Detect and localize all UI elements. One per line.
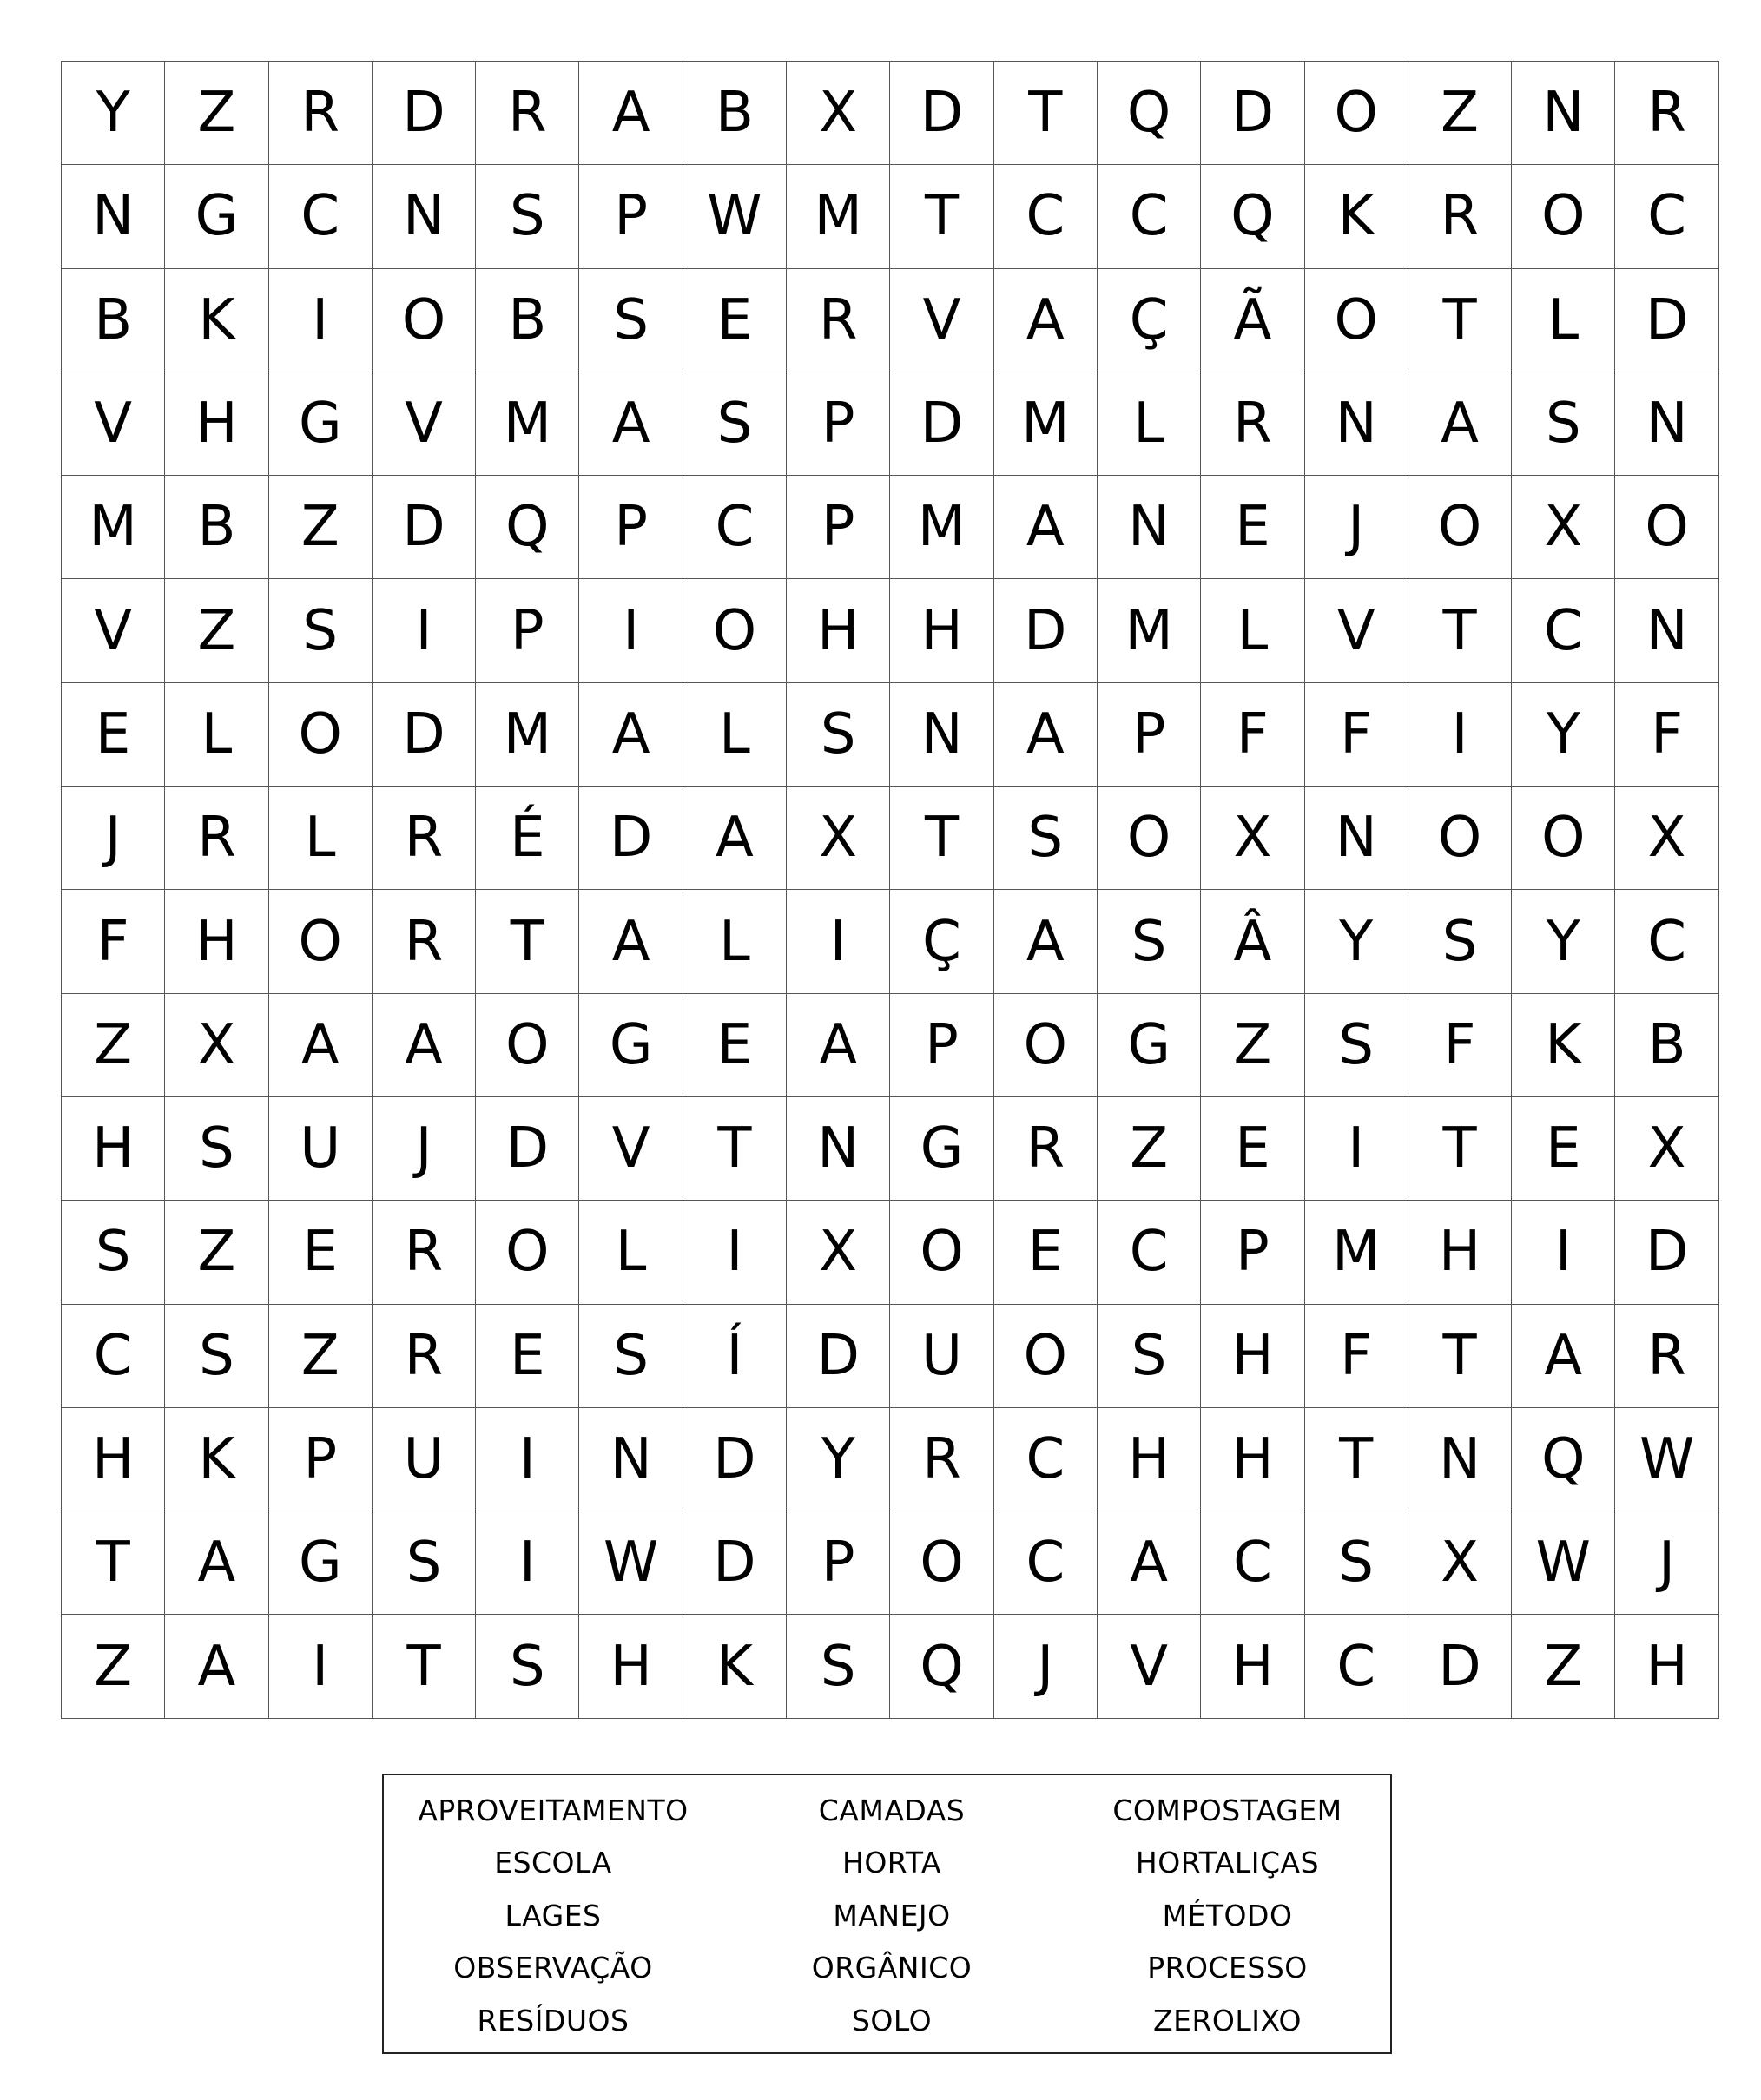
grid-cell[interactable]: D	[1201, 62, 1304, 165]
grid-cell[interactable]: R	[165, 787, 268, 890]
grid-cell[interactable]: P	[787, 1511, 890, 1615]
grid-cell[interactable]: S	[1305, 1511, 1408, 1615]
grid-cell[interactable]: A	[579, 372, 683, 476]
grid-cell[interactable]: R	[373, 787, 476, 890]
grid-cell[interactable]: X	[1615, 787, 1718, 890]
grid-cell[interactable]: W	[579, 1511, 683, 1615]
grid-cell[interactable]: O	[994, 1305, 1098, 1408]
grid-cell[interactable]: A	[165, 1511, 268, 1615]
grid-cell[interactable]: Y	[1305, 890, 1408, 993]
grid-cell[interactable]: T	[683, 1097, 787, 1201]
grid-cell[interactable]: D	[683, 1408, 787, 1511]
grid-cell[interactable]: J	[1615, 1511, 1718, 1615]
grid-cell[interactable]: X	[787, 1201, 890, 1304]
grid-cell[interactable]: D	[1615, 1201, 1718, 1304]
grid-cell[interactable]: V	[62, 579, 165, 682]
grid-cell[interactable]: S	[1512, 372, 1615, 476]
grid-cell[interactable]: C	[1098, 165, 1201, 268]
grid-cell[interactable]: E	[994, 1201, 1098, 1304]
grid-cell[interactable]: C	[1201, 1511, 1304, 1615]
grid-cell[interactable]: C	[1615, 165, 1718, 268]
grid-cell[interactable]: O	[890, 1201, 993, 1304]
grid-cell[interactable]: K	[1305, 165, 1408, 268]
grid-cell[interactable]: A	[994, 269, 1098, 372]
grid-cell[interactable]: T	[890, 165, 993, 268]
grid-cell[interactable]: V	[890, 269, 993, 372]
grid-cell[interactable]: O	[269, 683, 373, 787]
grid-cell[interactable]: Y	[787, 1408, 890, 1511]
grid-cell[interactable]: S	[1098, 890, 1201, 993]
grid-cell[interactable]: Z	[269, 1305, 373, 1408]
grid-cell[interactable]: T	[1408, 1305, 1512, 1408]
grid-cell[interactable]: V	[1305, 579, 1408, 682]
grid-cell[interactable]: Q	[1098, 62, 1201, 165]
grid-cell[interactable]: B	[62, 269, 165, 372]
word-list-item: APROVEITAMENTO	[418, 1793, 689, 1827]
word-list	[382, 1774, 1392, 2054]
grid-cell[interactable]: S	[165, 1305, 268, 1408]
grid-cell[interactable]: N	[373, 165, 476, 268]
grid-cell[interactable]: C	[1615, 890, 1718, 993]
grid-cell[interactable]: V	[373, 372, 476, 476]
grid-cell[interactable]: N	[1305, 787, 1408, 890]
grid-cell[interactable]: L	[1201, 579, 1304, 682]
grid-cell[interactable]: A	[683, 787, 787, 890]
grid-cell[interactable]: A	[373, 994, 476, 1097]
grid-cell[interactable]: G	[165, 165, 268, 268]
grid-cell[interactable]: Q	[1512, 1408, 1615, 1511]
grid-cell[interactable]: C	[269, 165, 373, 268]
grid-cell[interactable]: D	[683, 1511, 787, 1615]
grid-cell[interactable]: I	[683, 1201, 787, 1304]
grid-cell[interactable]: P	[269, 1408, 373, 1511]
grid-cell[interactable]: C	[1512, 579, 1615, 682]
grid-cell[interactable]: Â	[1201, 890, 1304, 993]
grid-cell[interactable]: A	[579, 890, 683, 993]
grid-cell[interactable]: X	[1201, 787, 1304, 890]
grid-cell[interactable]: M	[62, 476, 165, 579]
grid-cell[interactable]: Z	[165, 1201, 268, 1304]
grid-cell[interactable]: B	[1615, 994, 1718, 1097]
grid-cell[interactable]: S	[1408, 890, 1512, 993]
grid-cell[interactable]: E	[1201, 1097, 1304, 1201]
grid-cell[interactable]: D	[373, 62, 476, 165]
grid-cell[interactable]: Z	[1201, 994, 1304, 1097]
grid-cell[interactable]: H	[1615, 1615, 1718, 1718]
grid-cell[interactable]: M	[476, 372, 579, 476]
grid-cell[interactable]: I	[476, 1408, 579, 1511]
grid-cell[interactable]: D	[1408, 1615, 1512, 1718]
grid-cell[interactable]: D	[890, 62, 993, 165]
grid-cell[interactable]: Q	[476, 476, 579, 579]
grid-cell[interactable]: N	[1512, 62, 1615, 165]
grid-cell[interactable]: N	[1305, 372, 1408, 476]
grid-cell[interactable]: N	[62, 165, 165, 268]
grid-cell[interactable]: S	[994, 787, 1098, 890]
grid-cell[interactable]: F	[1305, 1305, 1408, 1408]
grid-cell[interactable]: E	[1512, 1097, 1615, 1201]
grid-cell[interactable]: P	[476, 579, 579, 682]
grid-cell[interactable]: J	[62, 787, 165, 890]
grid-cell[interactable]: B	[683, 62, 787, 165]
grid-cell[interactable]: T	[1408, 1097, 1512, 1201]
grid-cell[interactable]: H	[62, 1408, 165, 1511]
grid-cell[interactable]: R	[890, 1408, 993, 1511]
grid-cell[interactable]: J	[994, 1615, 1098, 1718]
grid-cell[interactable]: I	[1305, 1097, 1408, 1201]
word-list-item: OBSERVAÇÃO	[453, 1951, 653, 1985]
grid-cell[interactable]: Q	[890, 1615, 993, 1718]
grid-cell[interactable]: I	[1512, 1201, 1615, 1304]
grid-cell[interactable]: A	[787, 994, 890, 1097]
grid-cell[interactable]: O	[476, 1201, 579, 1304]
grid-cell[interactable]: E	[683, 269, 787, 372]
grid-cell[interactable]: O	[1512, 787, 1615, 890]
grid-cell[interactable]: R	[269, 62, 373, 165]
grid-cell[interactable]: S	[476, 1615, 579, 1718]
grid-cell[interactable]: Z	[269, 476, 373, 579]
grid-cell[interactable]: H	[62, 1097, 165, 1201]
grid-cell[interactable]: B	[165, 476, 268, 579]
grid-cell[interactable]: U	[373, 1408, 476, 1511]
grid-cell[interactable]: R	[1615, 1305, 1718, 1408]
grid-cell[interactable]: T	[62, 1511, 165, 1615]
grid-cell[interactable]: L	[683, 890, 787, 993]
grid-cell[interactable]: Z	[62, 1615, 165, 1718]
grid-cell[interactable]: I	[373, 579, 476, 682]
grid-cell[interactable]: Z	[1408, 62, 1512, 165]
grid-cell[interactable]: P	[579, 165, 683, 268]
grid-cell[interactable]: I	[269, 269, 373, 372]
grid-cell[interactable]: D	[994, 579, 1098, 682]
grid-cell[interactable]: J	[373, 1097, 476, 1201]
word-search-grid	[61, 61, 1719, 1719]
grid-cell[interactable]: S	[1305, 994, 1408, 1097]
grid-cell[interactable]: N	[787, 1097, 890, 1201]
word-list-item: PROCESSO	[1147, 1951, 1308, 1985]
grid-cell[interactable]: X	[1512, 476, 1615, 579]
grid-cell[interactable]: D	[890, 372, 993, 476]
grid-cell[interactable]: A	[1408, 372, 1512, 476]
word-list-item: HORTA	[842, 1846, 941, 1880]
grid-cell[interactable]: I	[579, 579, 683, 682]
grid-cell[interactable]: R	[1408, 165, 1512, 268]
grid-cell[interactable]: H	[1201, 1305, 1304, 1408]
grid-cell[interactable]: E	[269, 1201, 373, 1304]
grid-cell[interactable]: A	[994, 683, 1098, 787]
grid-cell[interactable]: I	[1408, 683, 1512, 787]
grid-cell[interactable]: T	[373, 1615, 476, 1718]
grid-cell[interactable]: T	[1408, 579, 1512, 682]
grid-cell[interactable]: O	[1305, 62, 1408, 165]
grid-cell[interactable]: H	[1408, 1201, 1512, 1304]
grid-cell[interactable]: L	[269, 787, 373, 890]
grid-cell[interactable]: K	[1512, 994, 1615, 1097]
grid-cell[interactable]: O	[1408, 476, 1512, 579]
word-list-item: LAGES	[505, 1898, 602, 1932]
grid-cell[interactable]: P	[787, 476, 890, 579]
grid-cell[interactable]: I	[476, 1511, 579, 1615]
grid-cell[interactable]: D	[476, 1097, 579, 1201]
grid-cell[interactable]: D	[579, 787, 683, 890]
grid-cell[interactable]: F	[1305, 683, 1408, 787]
grid-cell[interactable]: F	[1201, 683, 1304, 787]
grid-cell[interactable]: S	[373, 1511, 476, 1615]
grid-cell[interactable]: R	[787, 269, 890, 372]
grid-cell[interactable]: A	[579, 62, 683, 165]
grid-cell[interactable]: K	[165, 1408, 268, 1511]
grid-cell[interactable]: T	[994, 62, 1098, 165]
grid-cell[interactable]: R	[994, 1097, 1098, 1201]
grid-cell[interactable]: Z	[62, 994, 165, 1097]
grid-cell[interactable]: L	[165, 683, 268, 787]
grid-cell[interactable]: H	[787, 579, 890, 682]
word-list-item: CAMADAS	[818, 1793, 966, 1827]
grid-cell[interactable]: O	[683, 579, 787, 682]
grid-cell[interactable]: L	[579, 1201, 683, 1304]
grid-cell[interactable]: V	[1098, 1615, 1201, 1718]
grid-cell[interactable]: K	[683, 1615, 787, 1718]
grid-cell[interactable]: C	[1305, 1615, 1408, 1718]
grid-cell[interactable]: D	[373, 476, 476, 579]
grid-cell[interactable]: L	[1512, 269, 1615, 372]
grid-cell[interactable]: G	[1098, 994, 1201, 1097]
grid-cell[interactable]: I	[787, 890, 890, 993]
grid-cell[interactable]: U	[269, 1097, 373, 1201]
grid-cell[interactable]: A	[1098, 1511, 1201, 1615]
grid-cell[interactable]: M	[476, 683, 579, 787]
grid-cell[interactable]: C	[994, 1408, 1098, 1511]
grid-cell[interactable]: S	[165, 1097, 268, 1201]
grid-cell[interactable]: Ç	[890, 890, 993, 993]
grid-cell[interactable]: H	[165, 890, 268, 993]
grid-cell[interactable]: Z	[165, 579, 268, 682]
grid-cell[interactable]: T	[890, 787, 993, 890]
grid-cell[interactable]: N	[1408, 1408, 1512, 1511]
grid-cell[interactable]: M	[890, 476, 993, 579]
grid-cell[interactable]: S	[787, 1615, 890, 1718]
grid-cell[interactable]: H	[1098, 1408, 1201, 1511]
grid-cell[interactable]: Z	[1098, 1097, 1201, 1201]
grid-cell[interactable]: S	[1098, 1305, 1201, 1408]
grid-cell[interactable]: O	[1512, 165, 1615, 268]
grid-cell[interactable]: X	[787, 62, 890, 165]
grid-cell[interactable]: R	[373, 1305, 476, 1408]
grid-cell[interactable]: W	[683, 165, 787, 268]
word-list-item: HORTALIÇAS	[1135, 1846, 1320, 1880]
grid-cell[interactable]: C	[994, 165, 1098, 268]
grid-cell[interactable]: L	[1098, 372, 1201, 476]
grid-cell[interactable]: N	[890, 683, 993, 787]
grid-cell[interactable]: C	[62, 1305, 165, 1408]
grid-cell[interactable]: G	[890, 1097, 993, 1201]
grid-cell[interactable]: V	[62, 372, 165, 476]
grid-cell[interactable]: X	[787, 787, 890, 890]
grid-cell[interactable]: A	[269, 994, 373, 1097]
grid-cell[interactable]: W	[1512, 1511, 1615, 1615]
grid-cell[interactable]: Z	[165, 62, 268, 165]
grid-cell[interactable]: M	[787, 165, 890, 268]
grid-cell[interactable]: A	[994, 476, 1098, 579]
grid-cell[interactable]: R	[373, 890, 476, 993]
grid-cell[interactable]: D	[1615, 269, 1718, 372]
grid-cell[interactable]: Y	[62, 62, 165, 165]
grid-cell[interactable]: O	[476, 994, 579, 1097]
word-list-item: ESCOLA	[494, 1846, 612, 1880]
grid-cell[interactable]: O	[890, 1511, 993, 1615]
grid-cell[interactable]: C	[994, 1511, 1098, 1615]
grid-cell[interactable]: É	[476, 787, 579, 890]
word-list-item: SOLO	[851, 2003, 933, 2037]
grid-cell[interactable]: A	[579, 683, 683, 787]
grid-cell[interactable]: O	[373, 269, 476, 372]
grid-cell[interactable]: G	[269, 1511, 373, 1615]
grid-cell[interactable]: C	[683, 476, 787, 579]
grid-cell[interactable]: R	[1615, 62, 1718, 165]
grid-cell[interactable]: I	[269, 1615, 373, 1718]
grid-cell[interactable]: X	[1615, 1097, 1718, 1201]
word-list-item: COMPOSTAGEM	[1112, 1793, 1342, 1827]
grid-cell[interactable]: V	[579, 1097, 683, 1201]
grid-cell[interactable]: X	[1408, 1511, 1512, 1615]
grid-cell[interactable]: P	[579, 476, 683, 579]
grid-cell[interactable]: K	[165, 269, 268, 372]
grid-cell[interactable]: E	[476, 1305, 579, 1408]
grid-cell[interactable]: G	[579, 994, 683, 1097]
grid-cell[interactable]: R	[373, 1201, 476, 1304]
grid-cell[interactable]: E	[1201, 476, 1304, 579]
grid-cell[interactable]: P	[787, 372, 890, 476]
grid-cell[interactable]: L	[683, 683, 787, 787]
grid-cell[interactable]: S	[476, 165, 579, 268]
word-list-item: MÉTODO	[1162, 1898, 1293, 1932]
grid-cell[interactable]: Y	[1512, 890, 1615, 993]
grid-cell[interactable]: S	[269, 579, 373, 682]
grid-cell[interactable]: M	[994, 372, 1098, 476]
grid-cell[interactable]: T	[1305, 1408, 1408, 1511]
grid-cell[interactable]: P	[890, 994, 993, 1097]
grid-cell[interactable]: H	[1201, 1615, 1304, 1718]
grid-cell[interactable]: W	[1615, 1408, 1718, 1511]
grid-cell[interactable]: A	[994, 890, 1098, 993]
grid-cell[interactable]: M	[1305, 1201, 1408, 1304]
grid-cell[interactable]: S	[579, 1305, 683, 1408]
grid-cell[interactable]: T	[1408, 269, 1512, 372]
grid-cell[interactable]: O	[1408, 787, 1512, 890]
grid-cell[interactable]: Y	[1512, 683, 1615, 787]
grid-cell[interactable]: S	[787, 683, 890, 787]
grid-cell[interactable]: Ç	[1098, 269, 1201, 372]
grid-cell[interactable]: R	[1201, 372, 1304, 476]
grid-cell[interactable]: N	[1615, 579, 1718, 682]
grid-cell[interactable]: S	[579, 269, 683, 372]
grid-cell[interactable]: U	[890, 1305, 993, 1408]
grid-cell[interactable]: O	[1615, 476, 1718, 579]
grid-cell[interactable]: P	[1201, 1201, 1304, 1304]
grid-cell[interactable]: E	[683, 994, 787, 1097]
grid-cell[interactable]: N	[1615, 372, 1718, 476]
grid-cell[interactable]: F	[1615, 683, 1718, 787]
grid-cell[interactable]: C	[1098, 1201, 1201, 1304]
grid-cell[interactable]: A	[1512, 1305, 1615, 1408]
grid-cell[interactable]: Í	[683, 1305, 787, 1408]
grid-cell[interactable]: Q	[1201, 165, 1304, 268]
word-list-item: ORGÂNICO	[811, 1951, 973, 1985]
word-list-item: ZEROLIXO	[1153, 2003, 1302, 2037]
grid-cell[interactable]: P	[1098, 683, 1201, 787]
word-list-item: RESÍDUOS	[477, 2003, 630, 2037]
grid-cell[interactable]: G	[269, 372, 373, 476]
grid-cell[interactable]: D	[787, 1305, 890, 1408]
grid-cell[interactable]: X	[165, 994, 268, 1097]
grid-cell[interactable]: O	[994, 994, 1098, 1097]
grid-cell[interactable]: D	[373, 683, 476, 787]
grid-cell[interactable]: O	[1098, 787, 1201, 890]
grid-cell[interactable]: O	[269, 890, 373, 993]
grid-cell[interactable]: H	[890, 579, 993, 682]
grid-cell[interactable]: O	[1305, 269, 1408, 372]
grid-cell[interactable]: Z	[1512, 1615, 1615, 1718]
grid-cell[interactable]: N	[1098, 476, 1201, 579]
grid-cell[interactable]: H	[1201, 1408, 1304, 1511]
grid-cell[interactable]: T	[476, 890, 579, 993]
grid-cell[interactable]: F	[1408, 994, 1512, 1097]
grid-cell[interactable]: B	[476, 269, 579, 372]
grid-cell[interactable]: E	[62, 683, 165, 787]
grid-cell[interactable]: J	[1305, 476, 1408, 579]
grid-cell[interactable]: F	[62, 890, 165, 993]
grid-cell[interactable]: H	[165, 372, 268, 476]
word-list-item: MANEJO	[833, 1898, 951, 1932]
grid-cell[interactable]: N	[579, 1408, 683, 1511]
grid-cell[interactable]: H	[579, 1615, 683, 1718]
grid-cell[interactable]: A	[165, 1615, 268, 1718]
grid-cell[interactable]: Ã	[1201, 269, 1304, 372]
grid-cell[interactable]: S	[683, 372, 787, 476]
grid-cell[interactable]: R	[476, 62, 579, 165]
grid-cell[interactable]: M	[1098, 579, 1201, 682]
grid-cell[interactable]: S	[62, 1201, 165, 1304]
